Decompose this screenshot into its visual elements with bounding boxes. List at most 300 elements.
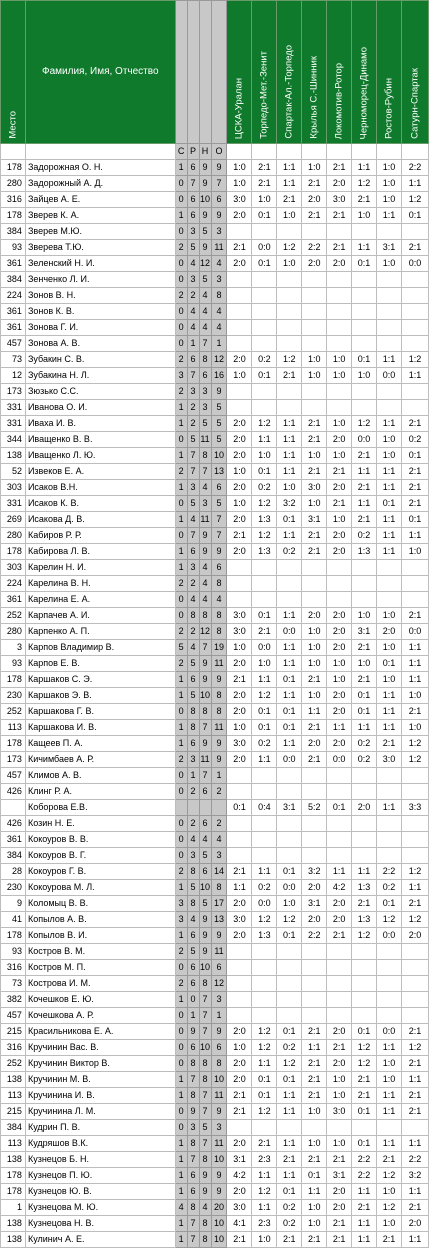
score-cell: 1:2 <box>252 912 277 928</box>
score-cell <box>302 944 327 960</box>
place-cell: 331 <box>1 496 26 512</box>
score-cell: 2:0 <box>327 176 352 192</box>
score-cell: 2:0 <box>227 1072 252 1088</box>
stat-r-cell: 2 <box>187 416 199 432</box>
table-row <box>1 544 429 560</box>
table-row <box>1 720 429 736</box>
score-cell <box>327 384 352 400</box>
place-cell: 178 <box>1 1184 26 1200</box>
score-cell: 1:1 <box>401 656 428 672</box>
stat-o-cell: 9 <box>211 928 227 944</box>
score-cell: 2:1 <box>401 1024 428 1040</box>
name-cell: Кулинич А. Е. <box>25 1232 175 1248</box>
score-cell: 0:1 <box>252 1072 277 1088</box>
score-cell: 1:2 <box>252 1184 277 1200</box>
table-row <box>1 1120 429 1136</box>
score-cell: 2:0 <box>377 624 402 640</box>
stat-s-cell: 2 <box>175 624 187 640</box>
score-cell: 1:0 <box>277 208 302 224</box>
score-cell: 2:1 <box>401 608 428 624</box>
stat-o-cell: 8 <box>211 624 227 640</box>
score-cell: 0:2 <box>252 880 277 896</box>
score-cell: 1:0 <box>227 464 252 480</box>
stat-r-cell: 5 <box>187 944 199 960</box>
score-cell <box>401 944 428 960</box>
table-row <box>1 864 429 880</box>
score-cell: 1:1 <box>252 1168 277 1184</box>
stat-o-cell: 8 <box>211 880 227 896</box>
header-match-7: Ростов-Рубин <box>377 1 402 144</box>
score-cell: 3:1 <box>377 240 402 256</box>
score-cell: 3:0 <box>227 192 252 208</box>
score-cell <box>252 832 277 848</box>
score-cell <box>401 384 428 400</box>
stat-o-cell: 6 <box>211 1040 227 1056</box>
score-cell: 2:1 <box>352 640 377 656</box>
place-cell: 3 <box>1 640 26 656</box>
score-cell: 3:0 <box>227 608 252 624</box>
score-cell: 1:2 <box>401 752 428 768</box>
stat-o-cell: 10 <box>211 1232 227 1248</box>
place-cell: 73 <box>1 352 26 368</box>
score-cell <box>352 784 377 800</box>
score-cell: 2:1 <box>302 1024 327 1040</box>
score-cell: 3:0 <box>227 736 252 752</box>
place-cell: 215 <box>1 1104 26 1120</box>
place-cell: 361 <box>1 256 26 272</box>
stat-n-cell: 6 <box>199 864 211 880</box>
score-cell: 2:1 <box>302 672 327 688</box>
score-cell: 0:0 <box>401 256 428 272</box>
score-cell <box>277 848 302 864</box>
score-cell: 1:1 <box>401 176 428 192</box>
stat-n-cell: 10 <box>199 880 211 896</box>
table-row <box>1 464 429 480</box>
score-cell: 2:0 <box>401 1216 428 1232</box>
score-cell: 0:1 <box>352 1104 377 1120</box>
score-cell: 2:0 <box>227 688 252 704</box>
score-cell <box>352 992 377 1008</box>
score-cell: 1:1 <box>252 1200 277 1216</box>
score-cell: 2:0 <box>227 1056 252 1072</box>
score-cell: 2:0 <box>227 352 252 368</box>
score-cell: 1:1 <box>377 480 402 496</box>
score-cell: 3:1 <box>302 512 327 528</box>
stat-r-cell: 4 <box>187 832 199 848</box>
score-cell <box>277 976 302 992</box>
score-cell: 2:1 <box>227 240 252 256</box>
stat-n-cell: 9 <box>199 176 211 192</box>
place-cell: 269 <box>1 512 26 528</box>
score-cell: 1:1 <box>277 528 302 544</box>
stat-r-cell: 3 <box>187 224 199 240</box>
place-cell: 331 <box>1 400 26 416</box>
name-cell: Кузнецов П. Ю. <box>25 1168 175 1184</box>
table-row <box>1 288 429 304</box>
stat-s-cell: 0 <box>175 768 187 784</box>
stat-n-cell: 9 <box>199 736 211 752</box>
stat-s-cell: 0 <box>175 272 187 288</box>
score-cell: 2:1 <box>401 480 428 496</box>
stat-o-cell: 6 <box>211 480 227 496</box>
score-cell <box>401 400 428 416</box>
score-cell: 0:1 <box>352 704 377 720</box>
stat-s-cell: 3 <box>175 912 187 928</box>
score-cell: 1:2 <box>252 1104 277 1120</box>
score-cell: 0:1 <box>302 1168 327 1184</box>
table-row <box>1 608 429 624</box>
name-cell: Зубакин С. В. <box>25 352 175 368</box>
score-cell: 0:1 <box>277 864 302 880</box>
table-row <box>1 1216 429 1232</box>
score-cell: 1:2 <box>377 1200 402 1216</box>
score-cell: 2:1 <box>401 496 428 512</box>
score-cell <box>352 768 377 784</box>
score-cell: 1:0 <box>327 1136 352 1152</box>
score-cell: 2:1 <box>327 496 352 512</box>
stat-o-cell: 11 <box>211 1136 227 1152</box>
name-cell: Задорожный А. Д. <box>25 176 175 192</box>
score-cell: 2:0 <box>227 928 252 944</box>
stat-n-cell: 6 <box>199 816 211 832</box>
score-cell: 2:1 <box>302 752 327 768</box>
score-cell <box>277 288 302 304</box>
score-cell <box>277 768 302 784</box>
score-cell <box>227 976 252 992</box>
score-cell: 1:0 <box>377 640 402 656</box>
stat-n-cell: 4 <box>199 480 211 496</box>
score-cell: 2:1 <box>401 1056 428 1072</box>
name-cell: Каршакова И. В. <box>25 720 175 736</box>
table-row <box>1 752 429 768</box>
score-cell <box>327 848 352 864</box>
score-cell <box>277 944 302 960</box>
header-fio: Фамилия, Имя, Отчество <box>25 1 175 144</box>
name-cell: Карпов Е. В. <box>25 656 175 672</box>
score-cell <box>327 1120 352 1136</box>
stat-r-cell: 3 <box>187 560 199 576</box>
score-cell <box>252 960 277 976</box>
score-cell: 2:1 <box>302 176 327 192</box>
stat-r-cell: 1 <box>187 1008 199 1024</box>
place-cell: 178 <box>1 160 26 176</box>
score-cell <box>227 992 252 1008</box>
stat-r-cell: 6 <box>187 352 199 368</box>
stat-r-cell: 2 <box>187 400 199 416</box>
stat-s-cell: 1 <box>175 160 187 176</box>
stat-o-cell: 16 <box>211 368 227 384</box>
score-cell <box>302 976 327 992</box>
stat-o-cell: 8 <box>211 1056 227 1072</box>
stat-o-cell: 4 <box>211 592 227 608</box>
stat-s-cell: 0 <box>175 304 187 320</box>
stat-n-cell: 9 <box>199 656 211 672</box>
score-cell: 2:1 <box>227 1232 252 1248</box>
stat-r-cell: 6 <box>187 672 199 688</box>
table-row <box>1 992 429 1008</box>
stat-r-cell: 4 <box>187 304 199 320</box>
table-row <box>1 1184 429 1200</box>
stat-o-cell: 11 <box>211 720 227 736</box>
score-cell <box>352 592 377 608</box>
place-cell: 384 <box>1 224 26 240</box>
score-cell: 1:1 <box>327 720 352 736</box>
score-cell <box>252 336 277 352</box>
score-cell <box>377 816 402 832</box>
stat-n-cell: 4 <box>199 832 211 848</box>
name-cell: Исаков В.Н. <box>25 480 175 496</box>
score-cell: 1:1 <box>277 1136 302 1152</box>
score-cell: 3:0 <box>227 624 252 640</box>
score-cell: 2:2 <box>352 1168 377 1184</box>
score-cell <box>327 224 352 240</box>
score-cell: 2:0 <box>227 208 252 224</box>
stat-n-cell: 4 <box>199 304 211 320</box>
score-cell: 1:1 <box>252 752 277 768</box>
stat-s-cell: 1 <box>175 560 187 576</box>
table-row <box>1 528 429 544</box>
score-cell: 0:1 <box>277 1072 302 1088</box>
score-cell: 1:3 <box>352 912 377 928</box>
stat-n-cell: 9 <box>199 160 211 176</box>
table-row <box>1 816 429 832</box>
score-cell: 0:1 <box>377 896 402 912</box>
place-cell: 361 <box>1 320 26 336</box>
score-cell: 1:1 <box>302 1184 327 1200</box>
score-cell <box>252 1008 277 1024</box>
score-cell: 1:0 <box>377 672 402 688</box>
name-cell: Кузнецова М. Ю. <box>25 1200 175 1216</box>
score-cell: 1:1 <box>377 416 402 432</box>
score-cell: 2:1 <box>302 720 327 736</box>
score-cell: 2:1 <box>327 240 352 256</box>
score-cell <box>327 272 352 288</box>
stat-n-cell: 8 <box>199 1072 211 1088</box>
score-cell: 1:0 <box>377 176 402 192</box>
place-cell: 280 <box>1 528 26 544</box>
stat-o-cell: 8 <box>211 688 227 704</box>
score-cell: 1:1 <box>401 1136 428 1152</box>
score-cell: 1:0 <box>227 160 252 176</box>
score-cell <box>227 784 252 800</box>
score-cell: 0:0 <box>252 240 277 256</box>
score-cell: 2:1 <box>227 528 252 544</box>
score-cell: 2:0 <box>227 512 252 528</box>
name-cell: Кручинин М. В. <box>25 1072 175 1088</box>
score-cell: 1:0 <box>327 672 352 688</box>
score-cell: 2:2 <box>302 240 327 256</box>
score-cell: 2:0 <box>327 688 352 704</box>
header-match-5: Локомотив-Ротор <box>327 1 352 144</box>
stat-n-cell: 3 <box>199 496 211 512</box>
score-cell: 0:1 <box>401 208 428 224</box>
stat-n-cell: 7 <box>199 768 211 784</box>
stat-o-cell: 11 <box>211 1088 227 1104</box>
stat-n-cell: 5 <box>199 848 211 864</box>
stat-r-cell: 2 <box>187 784 199 800</box>
name-cell: Зубакина Н. Л. <box>25 368 175 384</box>
score-cell: 2:1 <box>327 160 352 176</box>
score-cell: 2:1 <box>227 864 252 880</box>
place-cell: 230 <box>1 880 26 896</box>
score-cell: 2:0 <box>401 928 428 944</box>
stat-n-cell: 9 <box>199 528 211 544</box>
score-cell <box>227 816 252 832</box>
stat-o-cell: 3 <box>211 848 227 864</box>
score-cell: 1:0 <box>401 720 428 736</box>
score-cell: 1:0 <box>377 448 402 464</box>
score-cell: 1:1 <box>352 720 377 736</box>
score-cell <box>401 768 428 784</box>
place-cell: 457 <box>1 336 26 352</box>
score-cell <box>327 944 352 960</box>
score-cell <box>377 288 402 304</box>
name-cell: Карпов Владимир В. <box>25 640 175 656</box>
place-cell: 384 <box>1 848 26 864</box>
stat-n-cell: 9 <box>199 944 211 960</box>
table-row <box>1 320 429 336</box>
score-cell <box>377 560 402 576</box>
place-cell: 303 <box>1 480 26 496</box>
stat-o-cell: 2 <box>211 816 227 832</box>
score-cell: 0:1 <box>252 1088 277 1104</box>
place-cell: 230 <box>1 688 26 704</box>
score-cell <box>377 1120 402 1136</box>
stat-r-cell: 3 <box>187 1120 199 1136</box>
name-cell: Зеленский Н. И. <box>25 256 175 272</box>
score-cell <box>252 1120 277 1136</box>
stat-n-cell: 6 <box>199 784 211 800</box>
score-cell: 2:1 <box>302 416 327 432</box>
table-row <box>1 352 429 368</box>
score-cell <box>227 1008 252 1024</box>
score-cell <box>377 784 402 800</box>
name-cell: Кащеев П. А. <box>25 736 175 752</box>
score-cell <box>302 592 327 608</box>
table-row <box>1 656 429 672</box>
score-cell: 1:0 <box>352 608 377 624</box>
table-row <box>1 1072 429 1088</box>
score-cell: 2:1 <box>352 448 377 464</box>
stat-n-cell: 9 <box>199 544 211 560</box>
name-cell: Кудрин П. В. <box>25 1120 175 1136</box>
score-cell: 2:1 <box>352 512 377 528</box>
stat-n-cell: 9 <box>199 240 211 256</box>
stat-r-cell: 4 <box>187 640 199 656</box>
score-cell: 1:1 <box>277 432 302 448</box>
score-cell <box>227 304 252 320</box>
score-cell <box>377 384 402 400</box>
score-cell: 1:0 <box>252 448 277 464</box>
score-cell: 1:1 <box>352 464 377 480</box>
score-cell <box>377 320 402 336</box>
score-cell: 2:0 <box>327 704 352 720</box>
score-cell: 0:0 <box>252 896 277 912</box>
stat-s-cell: 2 <box>175 352 187 368</box>
table-row <box>1 160 429 176</box>
score-cell: 0:1 <box>277 720 302 736</box>
stat-o-cell: 3 <box>211 272 227 288</box>
place-cell: 113 <box>1 1136 26 1152</box>
score-cell: 0:1 <box>277 1184 302 1200</box>
score-cell <box>277 816 302 832</box>
score-cell: 2:1 <box>352 1200 377 1216</box>
stat-label-s: С <box>175 144 187 160</box>
place-cell: 12 <box>1 368 26 384</box>
stat-o-cell: 6 <box>211 192 227 208</box>
score-cell: 2:1 <box>252 160 277 176</box>
score-cell <box>252 944 277 960</box>
score-cell: 1:0 <box>377 256 402 272</box>
score-cell: 1:2 <box>252 688 277 704</box>
score-cell: 2:1 <box>377 1232 402 1248</box>
score-cell: 1:2 <box>252 496 277 512</box>
stat-o-cell: 1 <box>211 768 227 784</box>
score-cell: 1:2 <box>277 1056 302 1072</box>
stat-n-cell: 3 <box>199 384 211 400</box>
score-cell <box>227 592 252 608</box>
stat-r-cell: 7 <box>187 528 199 544</box>
name-cell: Кузнецов Ю. В. <box>25 1184 175 1200</box>
score-cell <box>252 272 277 288</box>
stat-r-cell: 4 <box>187 592 199 608</box>
score-cell <box>401 848 428 864</box>
name-cell: Задорожная О. Н. <box>25 160 175 176</box>
score-cell <box>401 336 428 352</box>
score-cell: 1:2 <box>352 416 377 432</box>
score-cell <box>277 992 302 1008</box>
stat-r-cell: 1 <box>187 336 199 352</box>
name-cell: Зверева Т.Ю. <box>25 240 175 256</box>
score-cell: 1:0 <box>252 656 277 672</box>
score-cell <box>277 336 302 352</box>
score-cell: 3:0 <box>377 752 402 768</box>
stat-s-cell <box>175 800 187 816</box>
stat-o-cell: 19 <box>211 640 227 656</box>
score-cell: 1:0 <box>377 192 402 208</box>
place-cell: 178 <box>1 1168 26 1184</box>
score-cell: 4:1 <box>227 1216 252 1232</box>
score-cell: 2:0 <box>302 256 327 272</box>
place-cell: 252 <box>1 704 26 720</box>
table-row <box>1 880 429 896</box>
score-cell: 1:0 <box>302 160 327 176</box>
score-cell: 2:1 <box>327 1216 352 1232</box>
score-cell <box>277 784 302 800</box>
score-cell: 0:1 <box>352 352 377 368</box>
score-cell: 1:1 <box>302 704 327 720</box>
stat-r-cell: 5 <box>187 240 199 256</box>
name-cell: Костров В. М. <box>25 944 175 960</box>
score-cell: 2:1 <box>401 1200 428 1216</box>
score-cell: 0:2 <box>352 528 377 544</box>
stat-n-cell: 3 <box>199 400 211 416</box>
score-cell <box>377 832 402 848</box>
name-cell: Карелина В. Н. <box>25 576 175 592</box>
score-cell <box>227 400 252 416</box>
score-cell <box>352 224 377 240</box>
score-cell: 0:0 <box>352 432 377 448</box>
place-cell: 457 <box>1 1008 26 1024</box>
score-cell: 0:0 <box>327 752 352 768</box>
stat-o-cell: 9 <box>211 1024 227 1040</box>
table-row <box>1 640 429 656</box>
score-cell: 0:1 <box>277 928 302 944</box>
score-cell: 1:1 <box>352 160 377 176</box>
table-row <box>1 176 429 192</box>
score-cell <box>302 816 327 832</box>
score-cell: 2:0 <box>227 448 252 464</box>
